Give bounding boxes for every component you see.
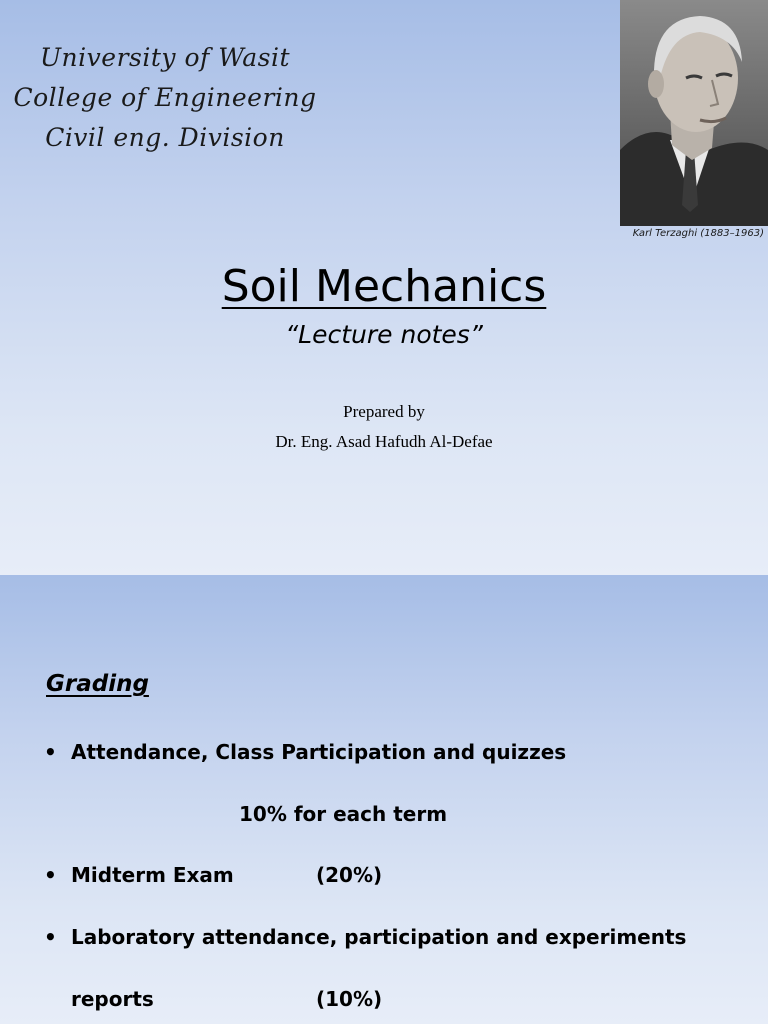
attendance-percent: 10% for each term — [239, 802, 448, 826]
prepared-by-label: Prepared by — [343, 402, 425, 421]
bullet-glyph: • — [44, 740, 57, 764]
midterm-percent: (20%) — [316, 863, 383, 887]
laboratory-percent: (10%) — [316, 987, 383, 1011]
university-header — [0, 38, 330, 158]
grading-heading: Grading — [46, 671, 149, 697]
portrait-photo — [620, 0, 768, 226]
bullet-glyph: • — [44, 925, 57, 949]
attendance-item: Attendance, Class Participation and quizzes — [71, 740, 567, 764]
photo-caption: Karl Terzaghi (1883–1963) — [632, 228, 764, 239]
university-name: University of Wasit — [39, 43, 291, 72]
midterm-item: Midterm Exam — [71, 863, 234, 887]
college-name: College of Engineering — [13, 83, 317, 112]
laboratory-continuation: reports — [71, 987, 154, 1011]
title-text: Soil Mechanics — [221, 261, 547, 312]
author-name: Dr. Eng. Asad Hafudh Al-Defae — [275, 432, 493, 451]
subtitle: “Lecture notes” — [285, 320, 483, 349]
author-block — [0, 397, 768, 457]
laboratory-item: Laboratory attendance, participation and experiments — [71, 925, 687, 949]
division-name: Civil eng. Division — [45, 123, 285, 152]
bullet-glyph: • — [44, 863, 57, 887]
page-title — [0, 252, 768, 322]
grading-slide — [0, 575, 768, 1024]
